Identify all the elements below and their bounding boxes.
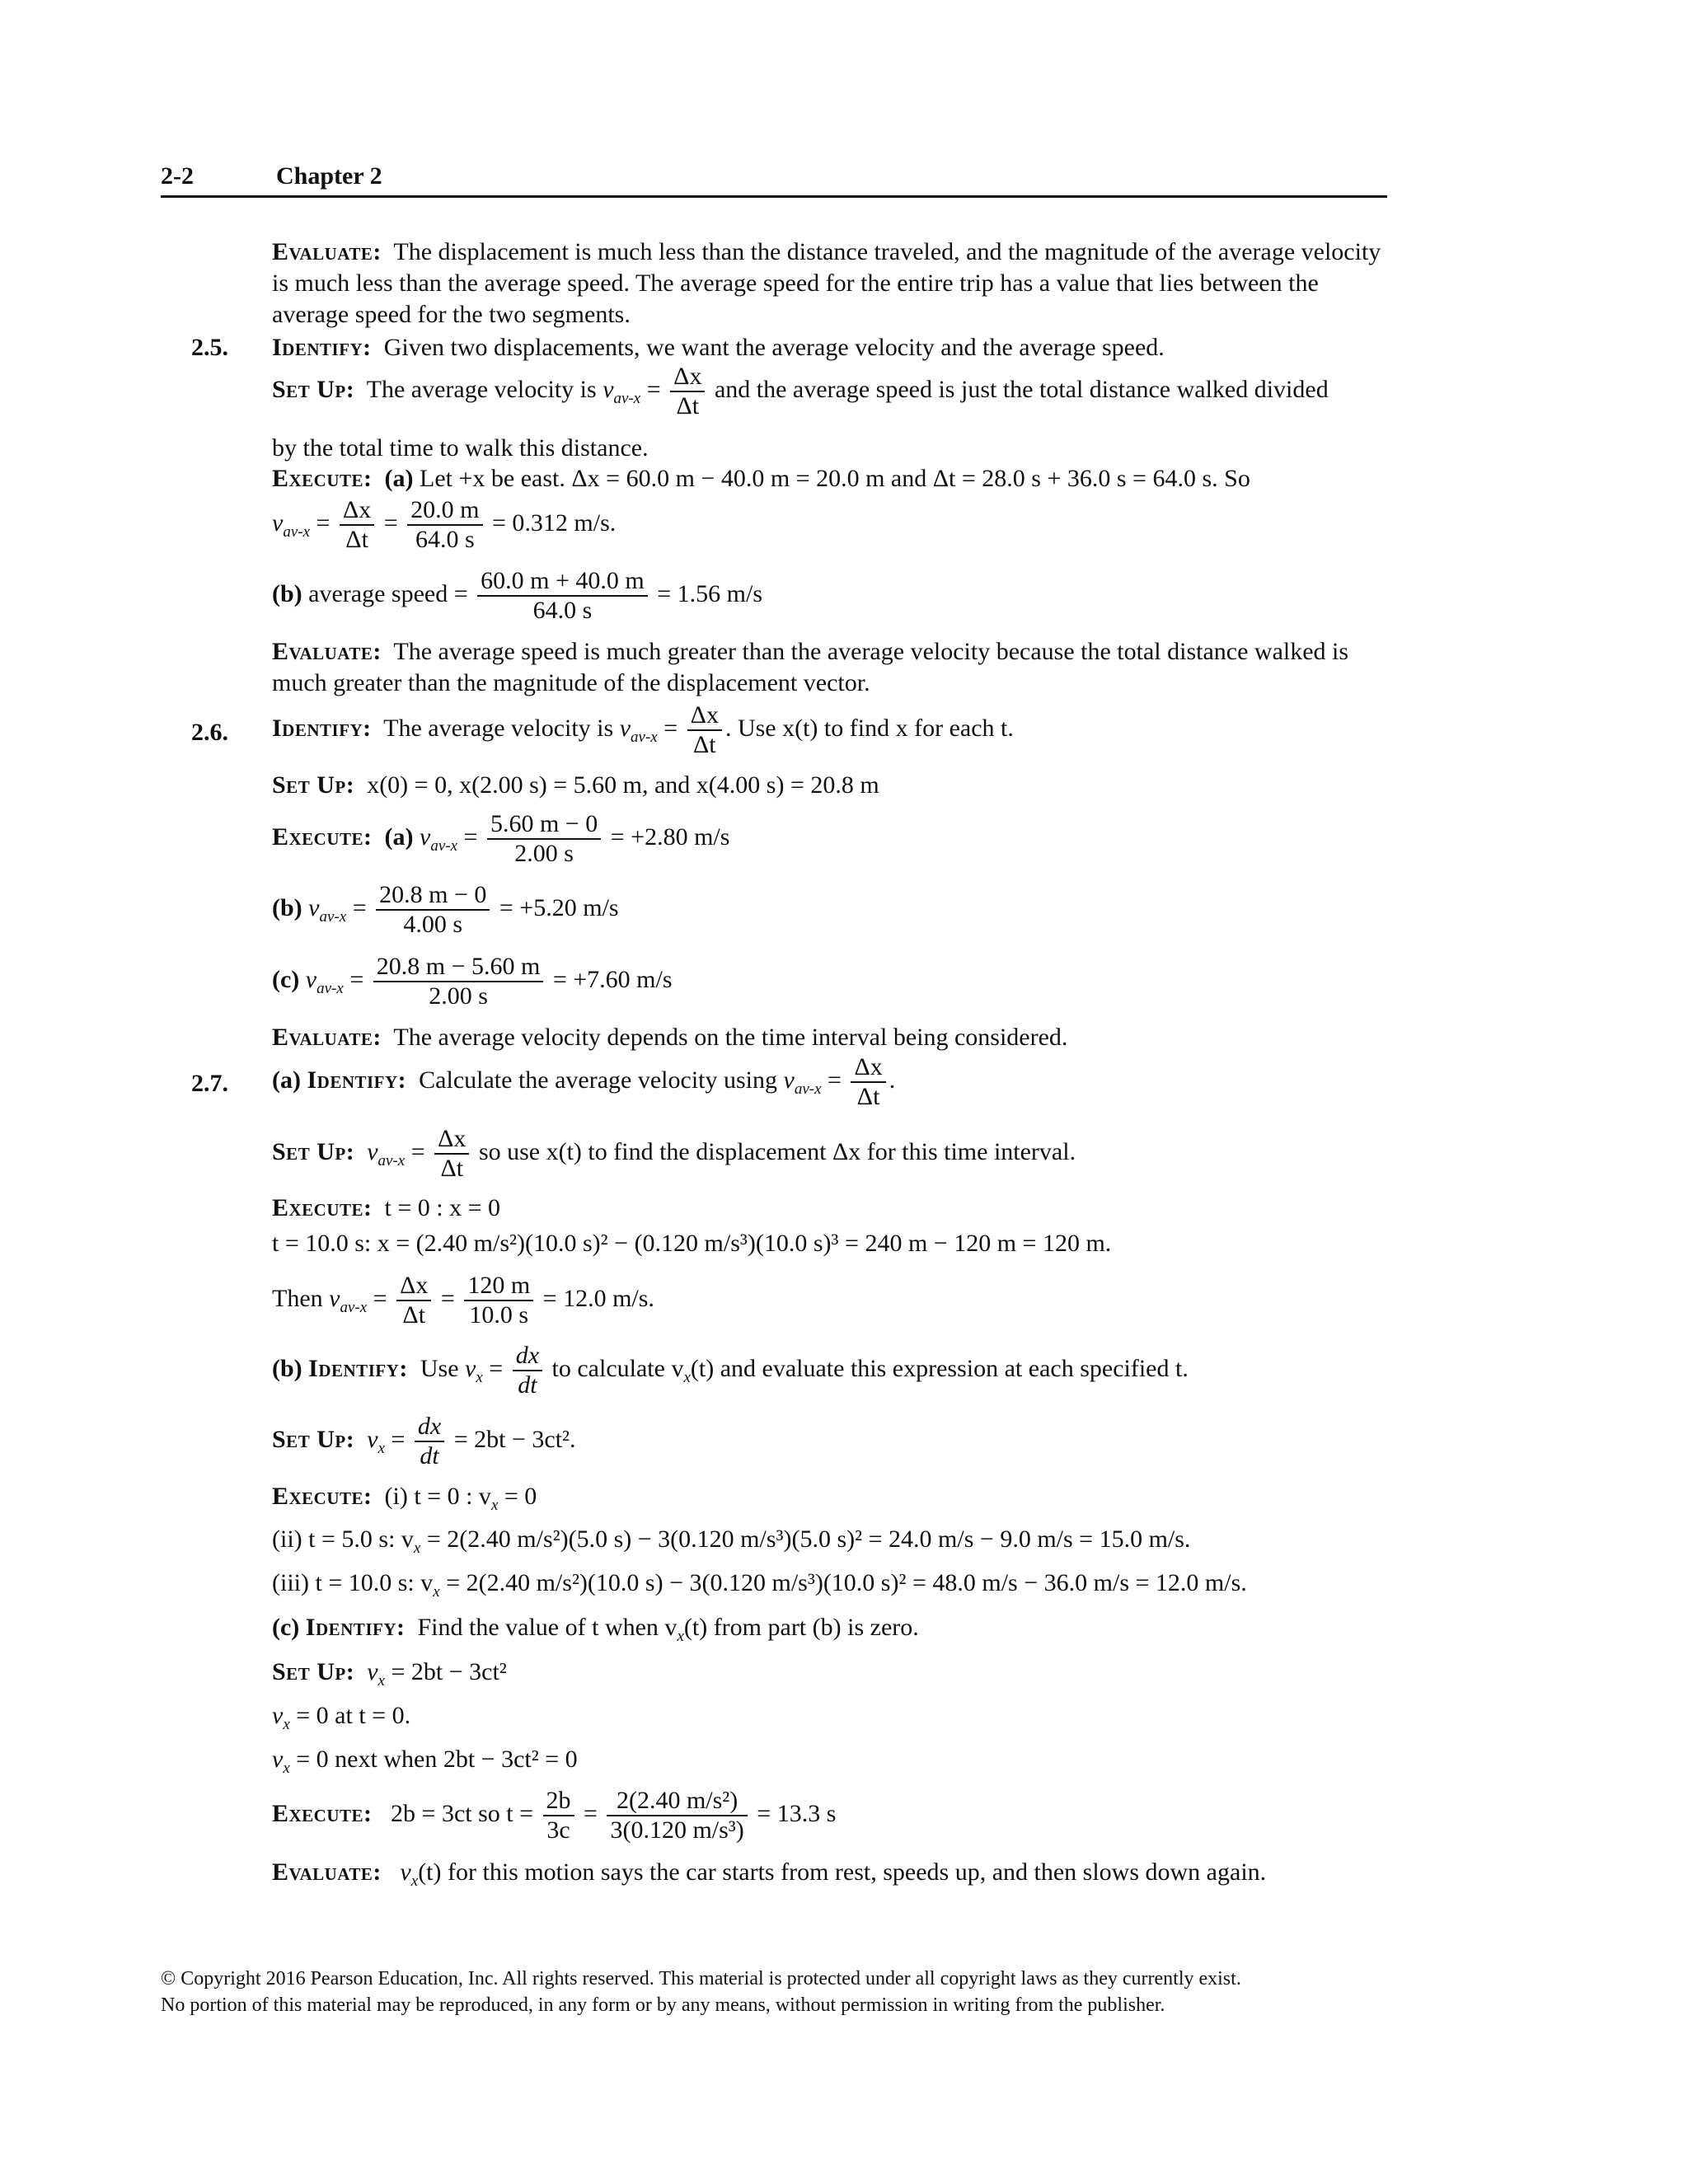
p27-setup-c-line2: $v_x = 0$ next when 2bt − 3ct² = 0 bbox=[272, 1746, 578, 1777]
p26-evaluate: Evaluate: The average velocity depends on the time interval being considered. bbox=[272, 1024, 1068, 1051]
p25-evaluate: Evaluate: The average speed is much greater than the average velocity because the total distance walked is much greater than the magnitude of the displacement vector. bbox=[272, 638, 1349, 696]
fraction: $\frac{\Delta x}{\Delta t}$ bbox=[670, 363, 705, 420]
p27-setup-b: Set Up: $v_x$ = $\frac{dx}{dt}$ = 2bt − 3ct². bbox=[272, 1413, 576, 1469]
p25-identify: Identify: Given two displacements, we want the average velocity and the average speed. bbox=[272, 334, 1165, 361]
p26-execute-a: Execute: (a) $v_{av-x}$ = $\frac{5.60 m - 0}{2.00 s}$ = +2.80 m/s bbox=[272, 810, 730, 867]
p25-equation-a: $v_{av-x}$ = $\frac{\Delta x}{\Delta t}$ = $\frac{20.0 m}{64.0 s}$ = 0.312 m/s. bbox=[272, 496, 617, 553]
p27-execute-b1: Execute: (i) t = 0 : $v_x = 0$ bbox=[272, 1483, 537, 1514]
p26-identify: Identify: The average velocity is $v_{av-x}$ = $\frac{\Delta x}{\Delta t}$ . Use x(t) to find x for each t. bbox=[272, 701, 1014, 758]
p25-execute: Execute: (a) Let +x be east. Δx = 60.0 m − 40.0 m = 20.0 m and Δt = 28.0 s + 36.0 s = 64.0 s. So bbox=[272, 465, 1250, 492]
p27-identify-c: (c) Identify: Find the value of t when $v_x(t)$ from part (b) is zero. bbox=[272, 1614, 919, 1645]
p27-execute-then: Then $v_{av-x}$ = $\frac{\Delta x}{\Delta t}$ = $\frac{120 m}{10.0 s}$ = 12.0 m/s. bbox=[272, 1272, 654, 1329]
p27-setup-c: Set Up: $v_x = 2bt - 3ct^2$ bbox=[272, 1658, 507, 1690]
running-header bbox=[161, 162, 1387, 198]
p27-execute-2: t = 10.0 s: x = (2.40 m/s²)(10.0 s)² − (0.120 m/s³)(10.0 s)³ = 240 m − 120 m = 120 m. bbox=[272, 1230, 1112, 1257]
p27-setup-a: Set Up: $v_{av-x}$ = $\frac{\Delta x}{\Delta t}$ so use x(t) to find the displacement Δx for this time interval. bbox=[272, 1125, 1076, 1182]
problem-number-2-5: 2.5. bbox=[191, 334, 228, 361]
p25-equation-b: (b) average speed = $\frac{60.0 m + 40.0 m}{64.0 s}$ = 1.56 m/s bbox=[272, 567, 763, 624]
p26-setup: Set Up: x(0) = 0, x(2.00 s) = 5.60 m, and x(4.00 s) = 20.8 m bbox=[272, 771, 879, 799]
copyright-line-2: No portion of this material may be reproduced, in any form or by any means, without permission in writing from the publisher. bbox=[161, 1994, 1165, 2016]
p26-execute-c: (c) $v_{av-x}$ = $\frac{20.8 m - 5.60 m}{2.00 s}$ = +7.60 m/s bbox=[272, 953, 673, 1010]
copyright-line-1: © Copyright 2016 Pearson Education, Inc. All rights reserved. This material is protected under all copyright laws as they currently exist. bbox=[161, 1968, 1241, 1990]
p24-evaluate: Evaluate: The displacement is much less than the distance traveled, and the magnitude of the average velocity is much less than the average speed. The average speed for the entire trip has a value that lies between the average speed for the two segments. bbox=[272, 238, 1381, 328]
p27-execute-1: Execute: t = 0 : x = 0 bbox=[272, 1194, 501, 1221]
p27-evaluate: Evaluate: $v_x(t)$ for this motion says the car starts from rest, speeds up, and then slows down again. bbox=[272, 1858, 1267, 1890]
p27-identify-a: (a) Identify: Calculate the average velocity using $v_{av-x}$ = $\frac{\Delta x}{\Delta t}$ . bbox=[272, 1053, 896, 1110]
chapter-title: Chapter 2 bbox=[276, 162, 382, 190]
p27-execute-b2: (ii) t = 5.0 s: $v_x = 2(2.40$ m/s²)(5.0 s) − 3(0.120 m/s³)(5.0 s)² = 24.0 m/s − 9.0 m/s = 15.0 m/s. bbox=[272, 1526, 1191, 1557]
p27-identify-b: (b) Identify: Use $v_x$ = $\frac{dx}{dt}$ to calculate $v_x(t)$ and evaluate this expression at each specified t. bbox=[272, 1342, 1189, 1399]
problem-number-2-7: 2.7. bbox=[191, 1070, 228, 1097]
page-number: 2-2 bbox=[161, 162, 194, 190]
p27-execute-b3: (iii) t = 10.0 s: $v_x = 2(2.40$ m/s²)(10.0 s) − 3(0.120 m/s³)(10.0 s)² = 48.0 m/s − 36.0 m/s = 12.0 m/s. bbox=[272, 1569, 1247, 1601]
p26-execute-b: (b) $v_{av-x}$ = $\frac{20.8 m - 0}{4.00 s}$ = +5.20 m/s bbox=[272, 881, 619, 938]
problem-number-2-6: 2.6. bbox=[191, 719, 228, 746]
p27-execute-c: Execute: 2b = 3ct so t = $\frac{2b}{3c}$ = $\frac{\text{2(2.40 m/s²)}}{\text{3(0.120 m/s³)}}$ = 13.3 s bbox=[272, 1787, 837, 1844]
p25-setup-cont: by the total time to walk this distance. bbox=[272, 434, 649, 462]
copyright-footer bbox=[161, 1966, 1414, 2018]
p25-setup: Set Up: The average velocity is $v_{av-x}$ = $\frac{\Delta x}{\Delta t}$ and the average speed is just the total distance walked divided bbox=[272, 363, 1329, 419]
p27-setup-c-line1: $v_x = 0$ at t = 0. bbox=[272, 1702, 411, 1733]
